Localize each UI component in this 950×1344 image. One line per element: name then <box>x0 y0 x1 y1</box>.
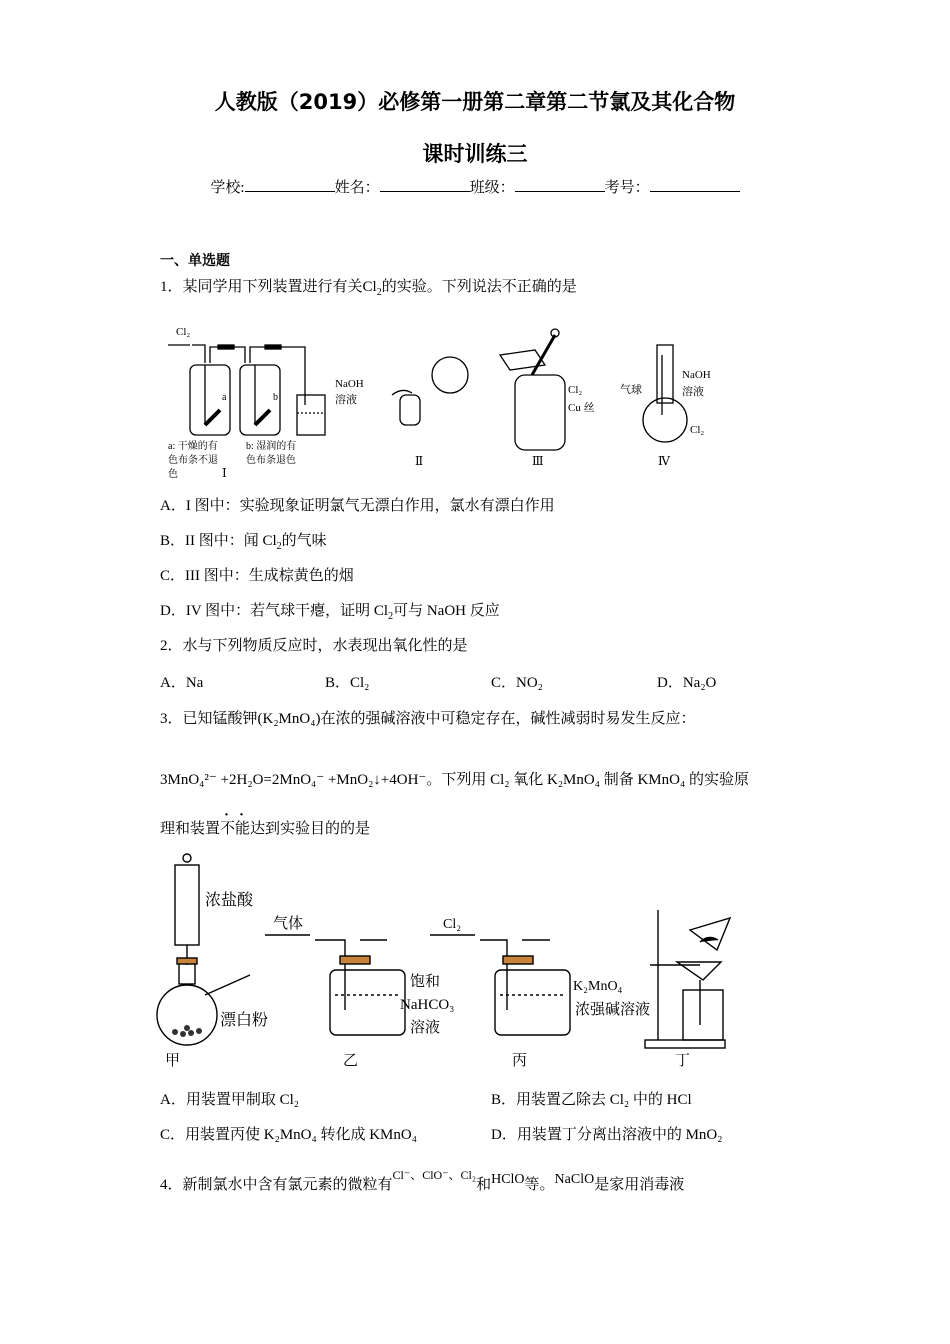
q3-text: 理和装置 <box>160 821 221 837</box>
fig-gas-label: 气体 <box>273 916 304 932</box>
class-blank[interactable] <box>515 177 605 192</box>
fig1-note-b: 色布条退色 <box>246 455 296 466</box>
fig-label-bing: 丙 <box>512 1053 528 1069</box>
school-blank[interactable] <box>245 177 335 192</box>
q4-hclo: HClO <box>491 1172 525 1187</box>
student-info-line <box>0 176 950 197</box>
q4-naclo: NaClO <box>554 1172 595 1187</box>
fig-label-4: Ⅳ <box>658 454 670 468</box>
fig-label-1: Ⅰ <box>222 466 227 480</box>
fig-k2mno4-label: K₂MnO₄ <box>573 979 623 994</box>
doc-subtitle: 课时训练三 <box>422 142 528 166</box>
fig-label-2: Ⅱ <box>415 454 424 468</box>
q1-opt-b-text2: 的气味 <box>281 533 327 549</box>
q2-option-c[interactable]: C．NO₂ <box>491 675 543 691</box>
fig-label-3: Ⅲ <box>532 454 544 468</box>
name-blank[interactable] <box>380 177 470 192</box>
doc-title: 人教版（2019）必修第一册第二章第二节氯及其化合物 <box>214 90 736 114</box>
q2-option-d[interactable]: D．Na₂O <box>657 675 717 691</box>
fig1-naoh-label: NaOH <box>335 378 364 390</box>
class-label: 班级： <box>469 180 515 196</box>
fig4-soln-label: 溶液 <box>682 386 704 398</box>
fig-k2mno4-label: 浓强碱溶液 <box>575 1002 651 1018</box>
q1-figure <box>160 315 760 480</box>
fig4-balloon-label: 气球 <box>620 384 642 396</box>
q3-option-d[interactable]: D．用装置丁分离出溶液中的 MnO₂ <box>491 1127 723 1143</box>
q2-stem: 2．水与下列物质反应时，水表现出氧化性的是 <box>160 638 468 654</box>
q4-and: 和 <box>476 1177 492 1193</box>
fig-label-ding: 丁 <box>675 1053 691 1069</box>
fig-nahco3-label: NaHCO₃ <box>400 997 455 1013</box>
fig1-note-a: 色 <box>168 469 178 480</box>
q4-species: Cl⁻、ClO⁻、Cl₂ <box>392 1168 477 1182</box>
q3-option-a[interactable]: A．用装置甲制取 Cl₂ <box>160 1092 299 1108</box>
q1-option-d[interactable]: D．IV 图中：若气球干瘪，证明 $Cl_2$可与 NaOH 反应 <box>160 603 500 622</box>
q4-stem <box>160 1170 684 1194</box>
q4-etc: 等。 <box>524 1177 555 1193</box>
q3-text: 达到实验目的的是 <box>250 821 371 837</box>
school-label: 学校: <box>210 180 245 196</box>
q1-opt-b-text: B．II 图中：闻 Cl <box>160 533 277 549</box>
q3-line3 <box>160 817 370 838</box>
q3-stem: 3．已知锰酸钾(K₂MnO₄)在浓的强碱溶液中可稳定存在，碱性减弱时易发生反应： <box>160 711 696 727</box>
q3-emphasis: 不 <box>220 821 236 837</box>
q3-option-c[interactable]: C．用装置丙使 K₂MnO₄ 转化成 KMnO₄ <box>160 1127 417 1143</box>
q4-text: 4．新制氯水中含有氯元素的微粒有 <box>160 1177 393 1193</box>
q3-emphasis: 能 <box>235 821 251 837</box>
q1-stem: 1．某同学用下列装置进行有关$Cl_2$的实验。下列说法不正确的是 <box>160 279 577 298</box>
q1-option-b[interactable]: B．II 图中：闻 $Cl_2$的气味 <box>160 533 327 552</box>
fig-label-yi: 乙 <box>343 1053 359 1069</box>
q1-opt-d-text: D．IV 图中：若气球干瘪，证明 Cl <box>160 603 389 619</box>
fig-nahco3-label: 饱和 <box>410 974 441 990</box>
fig-cl2-label: Cl₂ <box>443 917 462 932</box>
fig3-cu-label: Cu 丝 <box>568 402 595 414</box>
q2-option-a[interactable]: A．Na <box>160 675 204 691</box>
fig1-cl2-label: Cl₂ <box>176 326 191 338</box>
fig-bleach-label: 漂白粉 <box>220 1012 269 1029</box>
fig1-a-label: a <box>222 392 227 403</box>
q2-option-b[interactable]: B．Cl₂ <box>325 675 370 691</box>
id-label: 考号： <box>604 180 650 196</box>
q1-opt-d-text2: 可与 NaOH 反应 <box>393 603 500 619</box>
fig1-note-a: 色布条不退 <box>168 455 218 466</box>
q1-stem-a: 1．某同学用下列装置进行有关Cl <box>160 279 377 295</box>
q1-stem-b: 的实验。下列说法不正确的是 <box>381 279 577 295</box>
fig-hcl-label: 浓盐酸 <box>205 892 254 909</box>
fig-label-jia: 甲 <box>165 1053 181 1069</box>
q4-text2: 是家用消毒液 <box>594 1177 685 1193</box>
id-blank[interactable] <box>650 177 740 192</box>
q1-option-c[interactable]: C．III 图中：生成棕黄色的烟 <box>160 568 354 584</box>
fig-nahco3-label: 溶液 <box>410 1020 441 1036</box>
q3-formula: 3MnO₄²⁻ +2H₂O=2MnO₄⁻ +MnO₂↓+4OH⁻。下列用 Cl₂ 氧化 K₂MnO₄ 制备 KMnO₄ 的实验原 <box>160 772 749 788</box>
fig4-naoh-label: NaOH <box>682 369 711 381</box>
fig3-cl2-label: Cl₂ <box>568 384 583 396</box>
fig4-cl2-label: Cl₂ <box>690 424 705 436</box>
q1-option-a[interactable]: A．I 图中：实验现象证明氯气无漂白作用，氯水有漂白作用 <box>160 498 555 514</box>
fig1-note-a: a: 干燥的有 <box>168 441 218 452</box>
q3-figure <box>155 850 755 1075</box>
section-heading: 一、单选题 <box>160 253 230 269</box>
fig1-b-label: b <box>273 392 278 403</box>
fig1-note-b: b: 湿润的有 <box>246 441 297 452</box>
q3-option-b[interactable]: B．用装置乙除去 Cl₂ 中的 HCl <box>491 1092 692 1108</box>
name-label: 姓名： <box>334 180 380 196</box>
fig1-soln-label: 溶液 <box>335 394 357 406</box>
